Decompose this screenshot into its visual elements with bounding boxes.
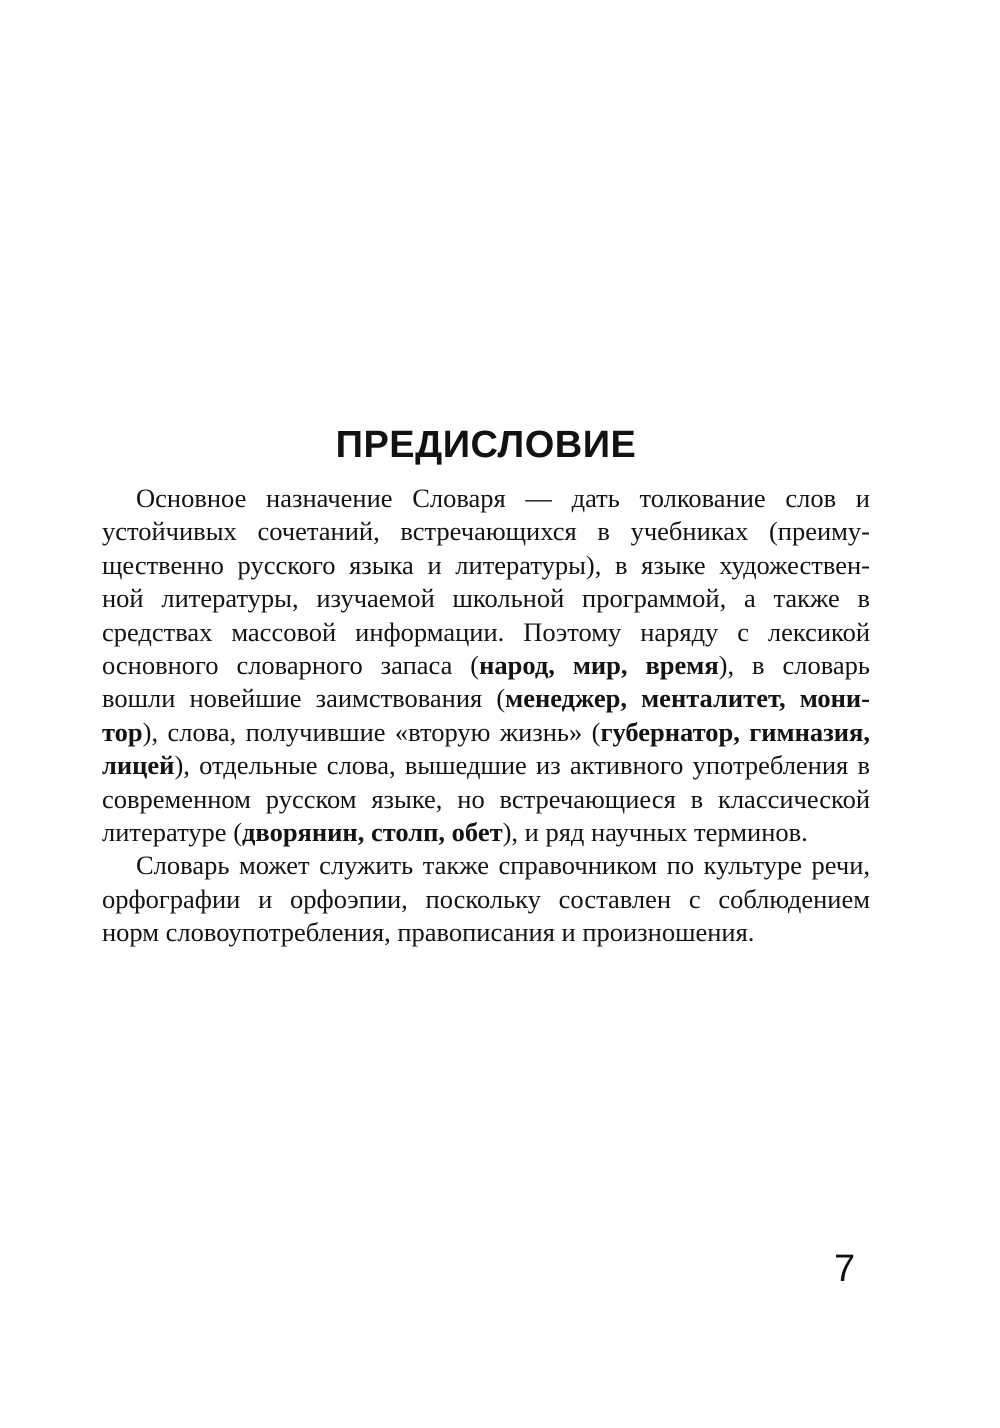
text-segment: ), и ряд научных терминов. xyxy=(502,817,808,848)
text-line xyxy=(102,849,870,882)
text-line xyxy=(102,783,870,816)
body-text xyxy=(102,482,870,950)
text-segment: литературе ( xyxy=(102,817,243,848)
text-line xyxy=(102,616,870,649)
text-line xyxy=(102,515,870,548)
text-segment: средствах массовой информации. Поэтому наряду с лексикой xyxy=(102,616,870,647)
page-number: 7 xyxy=(834,1248,856,1290)
page-title: ПРЕДИСЛОВИЕ xyxy=(335,424,637,466)
text-segment: вошли новейшие заимствования ( xyxy=(102,683,506,714)
text-segment: щественно русского языка и литературы), в языке художествен- xyxy=(102,549,870,580)
text-segment: Словарь может служить также справочником по культуре речи, xyxy=(136,850,870,881)
bold-term: народ, мир, время xyxy=(479,650,719,681)
text-line xyxy=(102,549,870,582)
bold-term: тор xyxy=(102,716,143,747)
text-line xyxy=(102,482,870,515)
text-segment: Основное назначение Словаря — дать толкование слов и xyxy=(136,483,870,513)
text-line xyxy=(102,649,870,682)
text-line xyxy=(102,816,870,849)
bold-term: лицей xyxy=(102,750,175,781)
text-segment: норм словоупотребления, правописания и произношения. xyxy=(102,917,755,948)
text-line xyxy=(102,716,870,749)
bold-term: губернатор, гимназия, xyxy=(600,716,870,747)
text-segment: современном русском языке, но встречающиеся в классической xyxy=(102,783,870,814)
text-line xyxy=(102,883,870,916)
text-line xyxy=(102,916,870,949)
bold-term: менеджер, менталитет, мони- xyxy=(505,683,871,714)
text-segment: ), в словарь xyxy=(718,650,870,681)
text-segment: ), отдельные слова, вышедшие из активного употребления в xyxy=(174,750,870,781)
text-segment: орфографии и орфоэпии, поскольку составлен с соблюдением xyxy=(102,883,870,914)
text-line xyxy=(102,749,870,782)
text-line xyxy=(102,582,870,615)
text-segment: основного словарного запаса ( xyxy=(102,650,480,681)
text-segment: устойчивых сочетаний, встречающихся в учебниках (преиму- xyxy=(102,516,870,547)
bold-term: дворянин, столп, обет xyxy=(242,817,503,848)
text-segment: ), слова, получившие «вторую жизнь» ( xyxy=(142,716,601,747)
text-segment: ной литературы, изучаемой школьной программой, а также в xyxy=(102,583,870,614)
text-line xyxy=(102,682,870,715)
